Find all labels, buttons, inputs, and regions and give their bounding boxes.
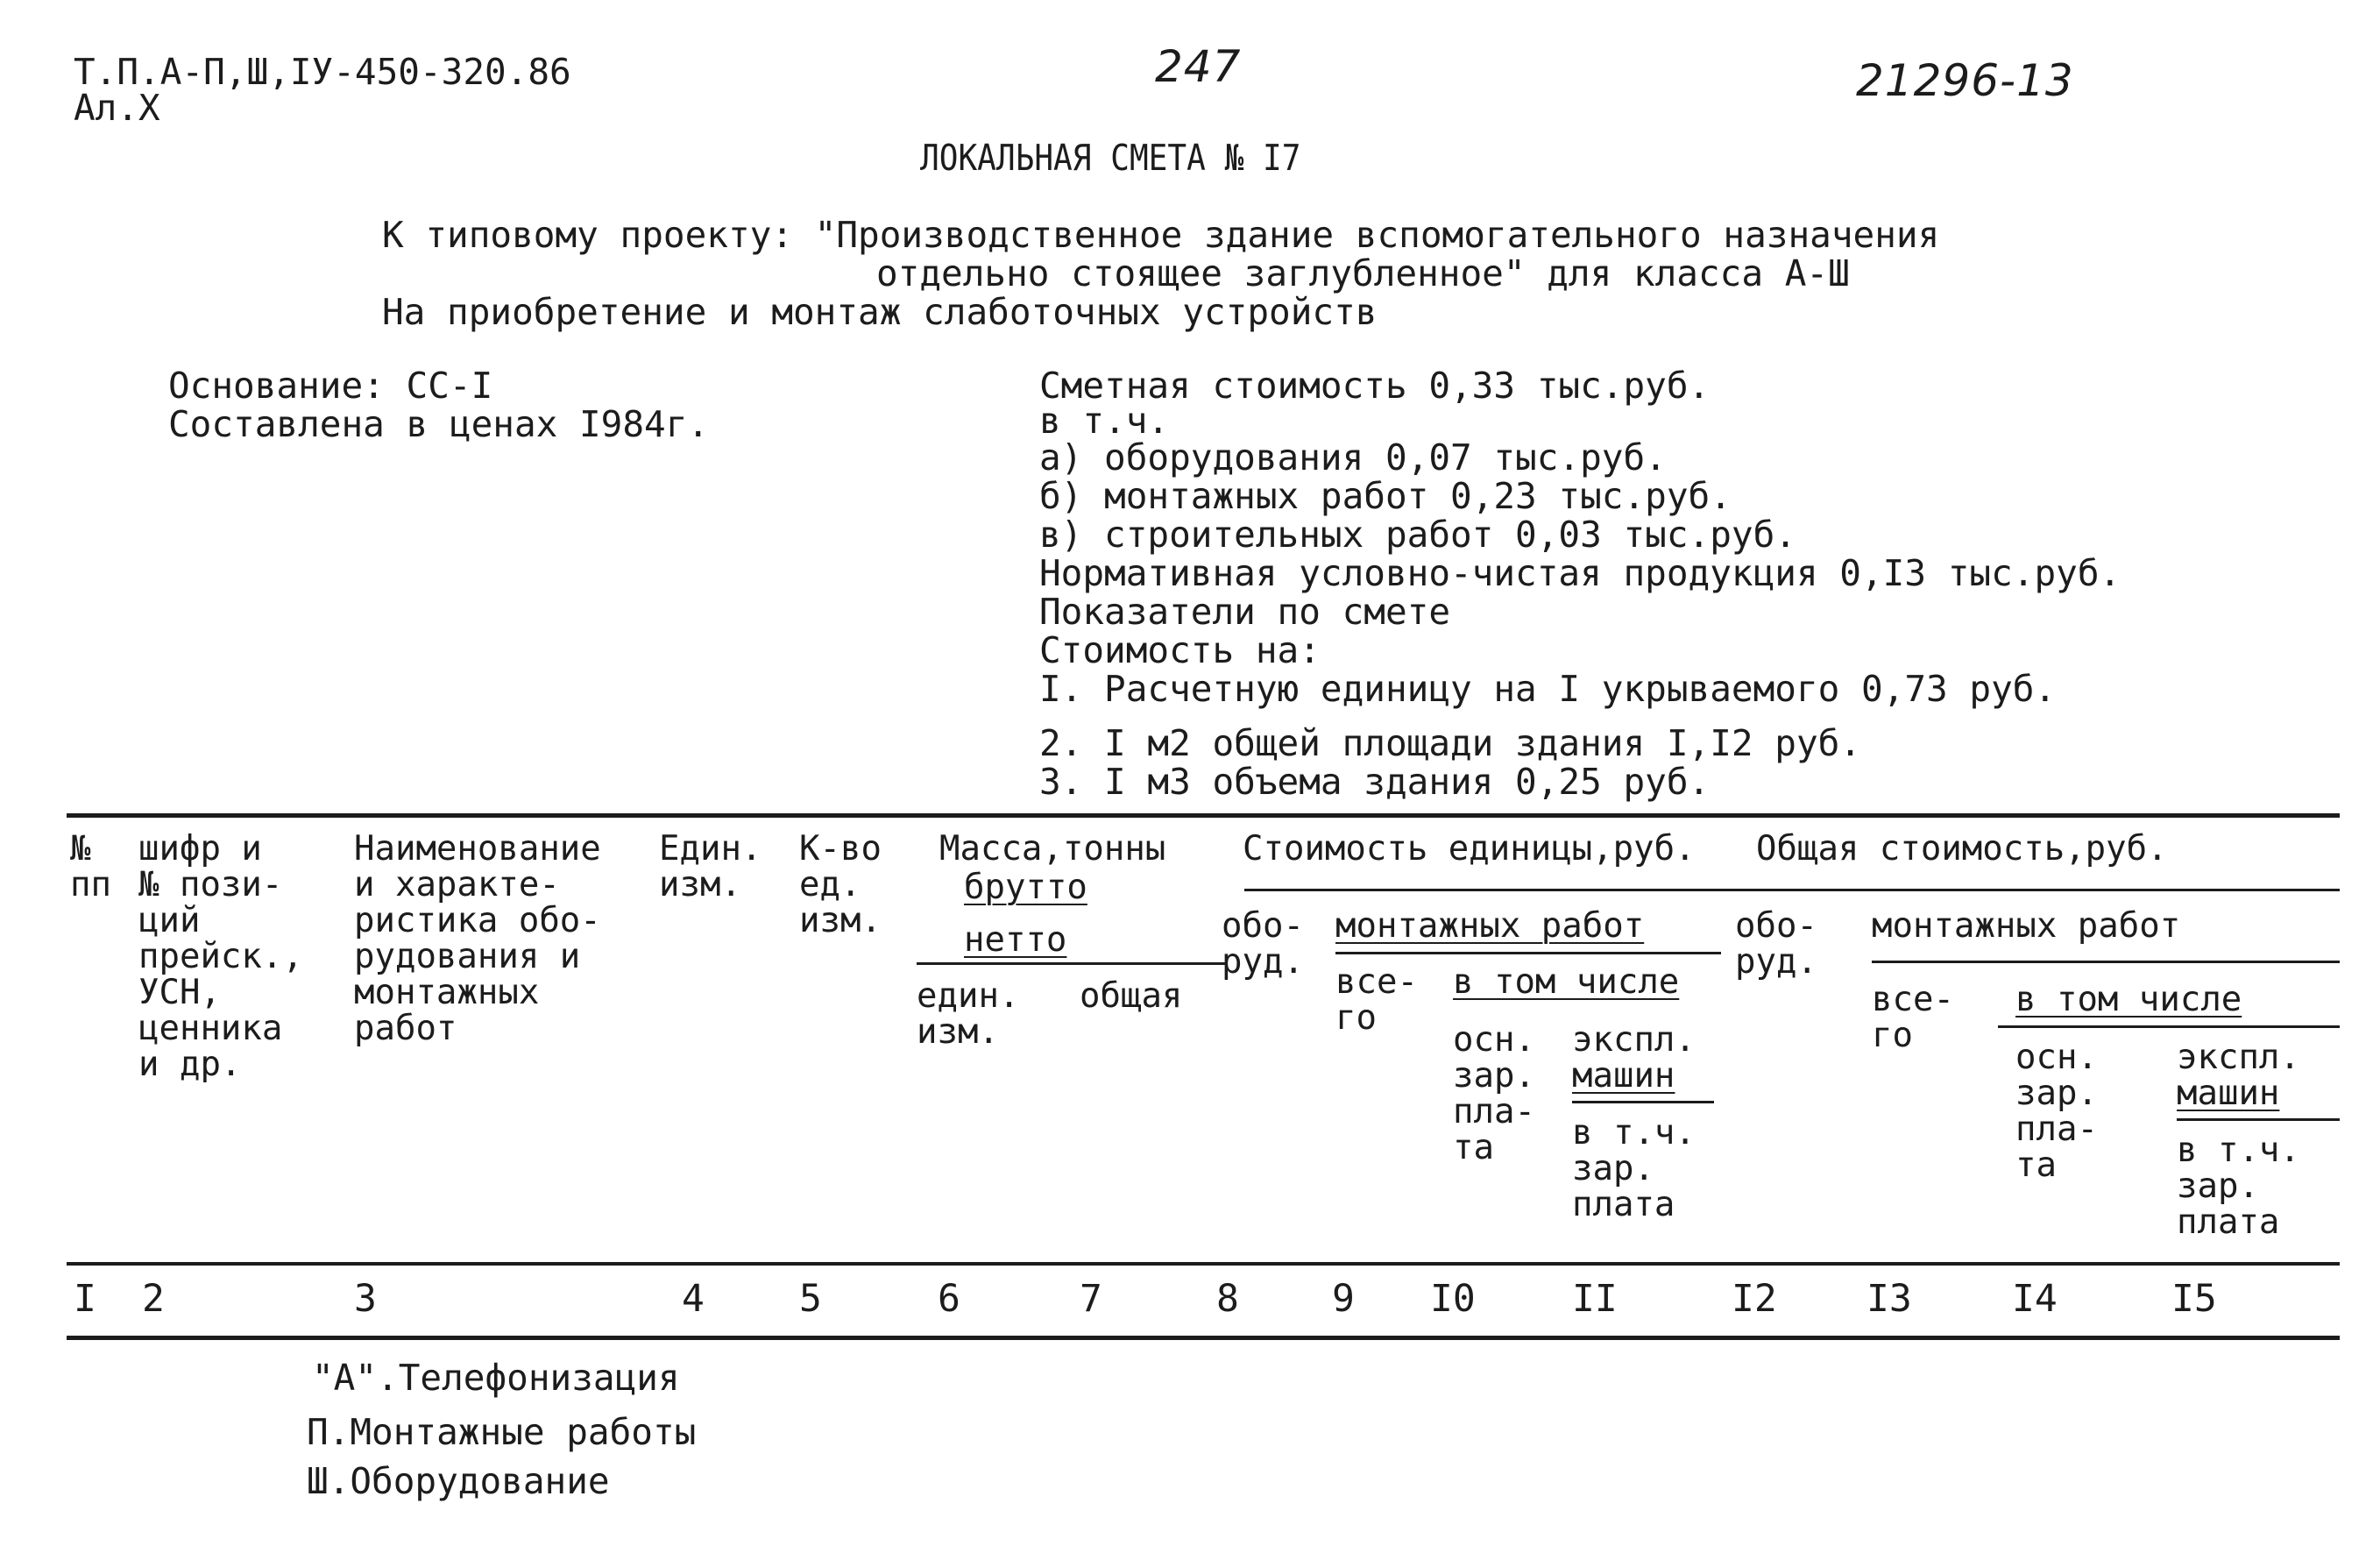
project-line-2: отдельно стоящее заглубленное" для класса А-Ш [876,252,1850,294]
column-number: I4 [2012,1277,2058,1321]
column-number: 4 [682,1277,705,1321]
header-mass-per-unit: един. изм. [917,976,1020,1052]
unit-total-cost-rule [1244,889,2340,891]
column-number: I5 [2171,1277,2217,1321]
header-total-mount-total: все- го [1872,980,1954,1055]
normative-production: Нормативная условно-чистая продукция 0,I3 тыс.руб. [1039,552,2121,594]
incl-total-rule [1998,1025,2340,1028]
column-number: I [74,1277,96,1321]
document-code: Т.П.А-П,Ш,IУ-450-320.86 [74,51,571,93]
header-unit-mount-total: все- го [1335,962,1418,1038]
project-line-1: К типовому проекту: "Производственное здание вспомогательного назначения [382,214,1940,256]
header-brutto: брутто [964,868,1087,907]
header-total-equipment: обо- руд. [1735,906,1817,982]
indicator-per-unit: I. Расчетную единицу на I укрываемого 0,73 руб. [1039,668,2057,710]
cost-construction: в) строительных работ 0,03 тыс.руб. [1039,514,1796,556]
header-total-base-wage: осн. зар. пла- та [2015,1038,2098,1185]
cost-total: Сметная стоимость 0,33 тыс.руб. [1039,365,1711,407]
header-netto: нетто [964,920,1067,960]
page-number: 247 [1155,41,1242,92]
header-row-number: № пп [70,829,111,904]
column-number: 2 [142,1277,165,1321]
c15-machines-rule [2177,1118,2340,1121]
column-number: 7 [1080,1277,1102,1321]
cost-installation: б) монтажных работ 0,23 тыс.руб. [1039,475,1732,517]
header-unit-machines-wage: в т.ч. зар. плата [1572,1113,1696,1224]
numbers-bottom-rule [67,1336,2340,1340]
column-number: II [1572,1277,1618,1321]
basis-line-2: Составлена в ценах I984г. [168,403,710,445]
header-code: шифр и № пози- ций прейск., УСН, ценника и др. [138,829,303,1084]
column-number: I3 [1866,1277,1912,1321]
cost-including: в т.ч. [1039,400,1170,442]
header-unit-mounting: монтажных работ [1335,906,1645,946]
indicator-per-m2: 2. I м2 общей площади здания I,I2 руб. [1039,722,1861,764]
section-installation: П.Монтажные работы [307,1411,697,1453]
header-unit-machines: экспл. [1572,1020,1696,1060]
netto-rule [917,962,1225,965]
header-name: Наименование и характе- ристика обо- рудования и монтажных работ [354,829,601,1048]
header-unit: Един. изм. [659,829,762,904]
column-number: I2 [1732,1277,1777,1321]
document-title: ЛОКАЛЬНАЯ СМЕТА № I7 [920,137,1301,179]
column-number: 9 [1332,1277,1355,1321]
header-total-including: в том числе [2015,980,2242,1019]
section-telephony: "А".Телефонизация [312,1357,680,1399]
header-bottom-rule [67,1262,2340,1266]
mount-unit-rule [1335,952,1721,954]
column-number: 3 [354,1277,377,1321]
header-mass-total: общая [1080,976,1183,1016]
header-unit-base-wage: осн. зар. пла- та [1453,1020,1535,1167]
header-unit-machines-label: машин [1572,1056,1675,1096]
header-total-machines-wage: в т.ч. зар. плата [2177,1131,2300,1242]
column-number: I0 [1430,1277,1476,1321]
column-number: 6 [938,1277,960,1321]
header-total-machines-label: машин [2177,1074,2280,1113]
album-number: Ал.Х [74,87,160,129]
archive-number: 21296-13 [1856,55,2074,106]
indicators-heading: Показатели по смете [1039,591,1450,633]
table-top-rule [67,813,2340,818]
section-equipment: Ш.Оборудование [307,1460,610,1502]
column-number: 8 [1216,1277,1239,1321]
header-quantity: К-во ед. изм. [799,829,882,940]
column-number: 5 [799,1277,822,1321]
cost-per-heading: Стоимость на: [1039,629,1321,671]
cost-equipment: а) оборудования 0,07 тыс.руб. [1039,436,1667,479]
project-line-3: На приобретение и монтаж слаботочных устройств [382,291,1378,333]
basis-line-1: Основание: СС-I [168,365,493,407]
header-unit-equipment: обо- руд. [1222,906,1304,982]
header-total-machines: экспл. [2177,1038,2300,1077]
mount-total-rule [1872,961,2340,963]
header-unit-cost: Стоимость единицы,руб. [1243,829,1696,869]
c11-machines-rule [1572,1101,1714,1103]
indicator-per-m3: 3. I м3 объема здания 0,25 руб. [1039,761,1711,803]
header-unit-including: в том числе [1453,962,1680,1002]
header-total-mounting: монтажных работ [1872,906,2181,946]
header-total-cost: Общая стоимость,руб. [1756,829,2168,869]
header-mass: Масса,тонны [939,829,1166,869]
